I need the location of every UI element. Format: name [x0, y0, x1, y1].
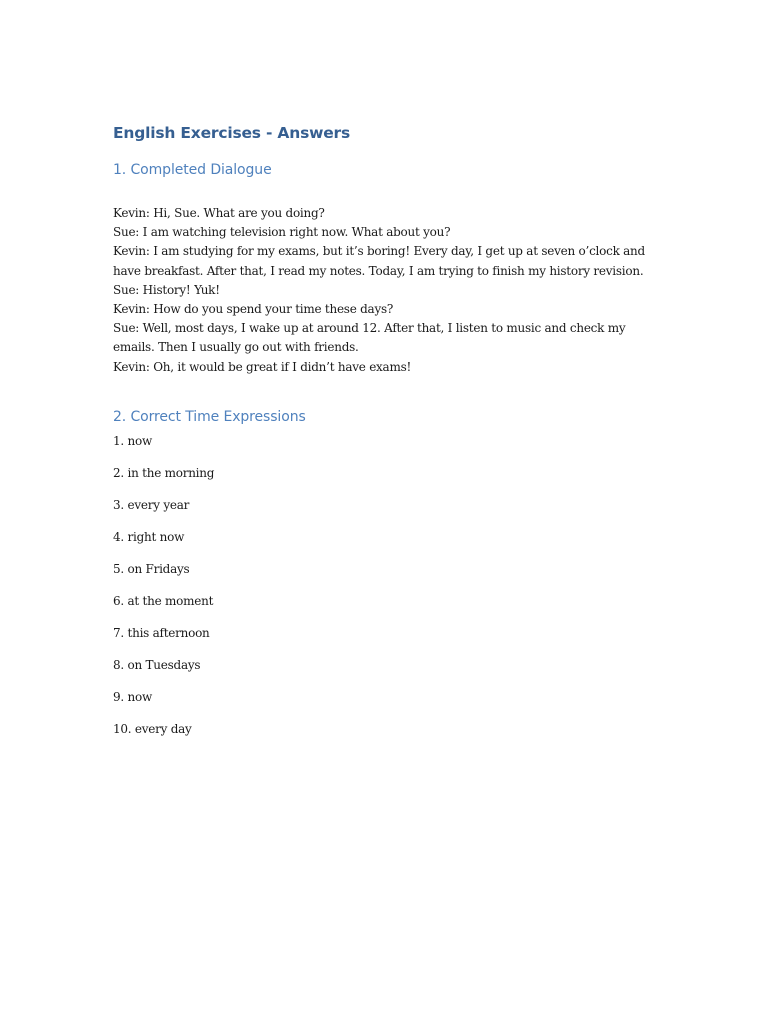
answer-item: 5. on Fridays — [113, 562, 190, 576]
answer-item: 1. now — [113, 434, 152, 448]
section-heading-time-expressions: 2. Correct Time Expressions — [113, 409, 306, 425]
answer-item: 4. right now — [113, 530, 185, 544]
document-page — [113, 0, 658, 1024]
answer-item: 10. every day — [113, 722, 192, 736]
answer-item: 8. on Tuesdays — [113, 658, 201, 672]
dialogue-line: Sue: Well, most days, I wake up at around 12. After that, I listen to music and check my emails. Then I usually go out with friends. — [113, 321, 626, 355]
dialogue-line: Sue: I am watching television right now. What about you? — [113, 225, 451, 240]
dialogue-line: Kevin: I am studying for my exams, but it’s boring! Every day, I get up at seven o’clock and have breakfast. After that, I read my notes. Today, I am trying to finish my history revision. — [113, 244, 645, 278]
dialogue-line: Kevin: How do you spend your time these days? — [113, 302, 394, 317]
answer-item: 9. now — [113, 690, 152, 704]
dialogue-text — [113, 204, 658, 377]
dialogue-line: Kevin: Oh, it would be great if I didn’t have exams! — [113, 359, 412, 374]
dialogue-line: Sue: History! Yuk! — [113, 282, 220, 297]
document-title: English Exercises - Answers — [113, 124, 350, 142]
answer-item: 7. this afternoon — [113, 626, 210, 640]
section-heading-dialogue: 1. Completed Dialogue — [113, 162, 272, 178]
dialogue-line: Kevin: Hi, Sue. What are you doing? — [113, 206, 325, 220]
answer-list — [113, 432, 214, 752]
answer-item: 2. in the morning — [113, 466, 215, 480]
answer-item: 3. every year — [113, 498, 190, 512]
answer-item: 6. at the moment — [113, 594, 214, 608]
